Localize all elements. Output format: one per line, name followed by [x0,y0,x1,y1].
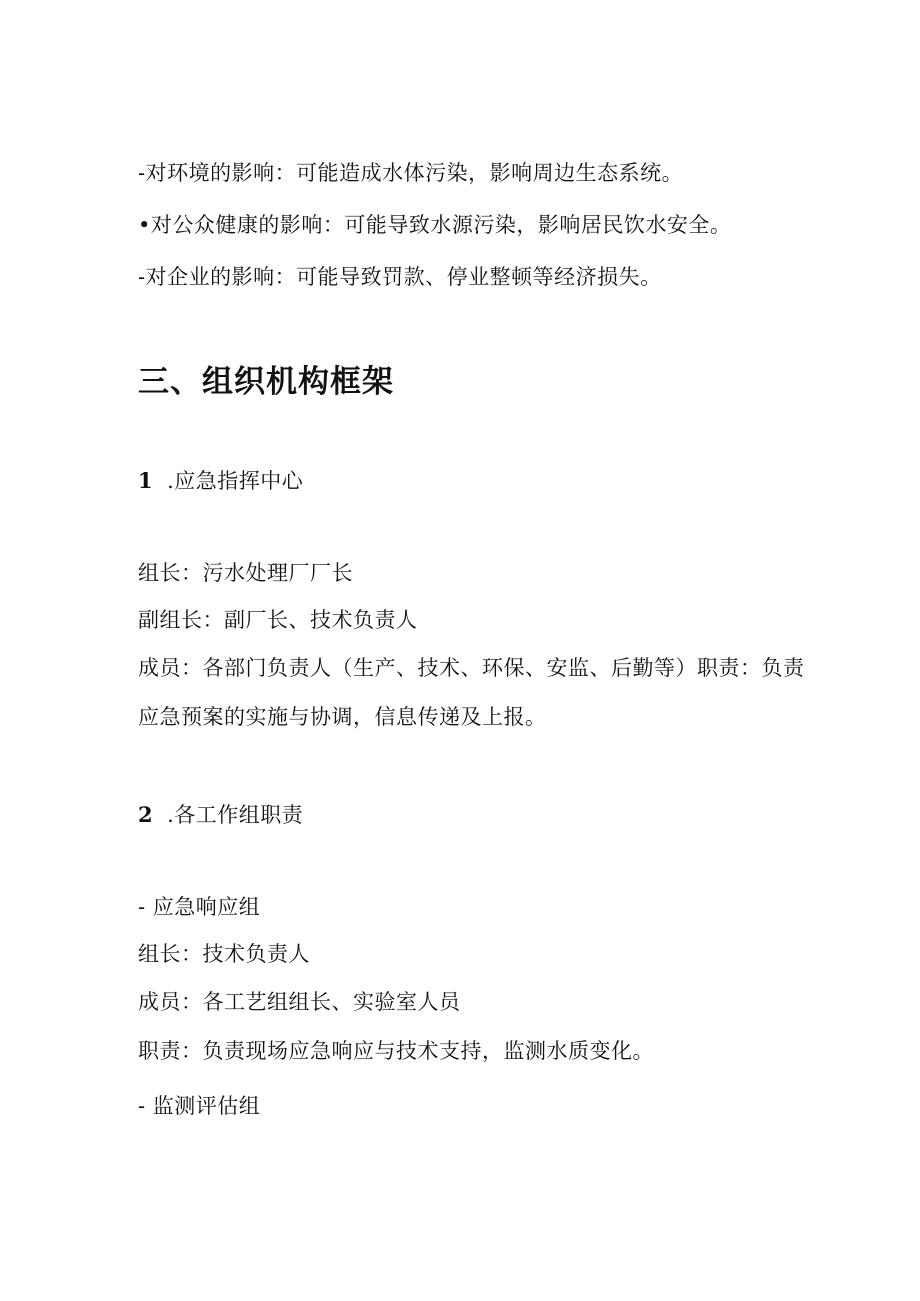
emergency-response-leader: 组长：技术负责人 [138,942,310,966]
command-center-title: .应急指挥中心 [167,469,304,493]
emergency-response-members: 成员：各工艺组组长、实验室人员 [138,990,461,1014]
working-groups-title: .各工作组职责 [167,803,304,827]
emergency-response-duties: 职责：负责现场应急响应与技术支持，监测水质变化。 [138,1039,654,1063]
command-center-leader: 组长：污水处理厂厂长 [138,561,353,585]
command-center-duties: 应急预案的实施与协调，信息传递及上报。 [138,705,547,729]
working-groups-number: 2 [138,802,154,827]
section-title: 三、组织机构框架 [138,364,394,400]
monitoring-group-name: - 监测评估组 [138,1094,261,1118]
working-groups-heading [138,800,303,830]
command-center-deputy: 副组长：副厂长、技术负责人 [138,608,418,632]
command-center-members: 成员：各部门负责人（生产、技术、环保、安监、后勤等）职责：负责 [138,656,805,680]
command-center-heading [138,466,303,496]
impact-environment: -对环境的影响：可能造成水体污染，影响周边生态系统。 [138,161,684,185]
impact-enterprise: -对企业的影响：可能导致罚款、停业整顿等经济损失。 [138,265,662,289]
impact-public-health: •对公众健康的影响：可能导致水源污染，影响居民饮水安全。 [138,213,732,237]
emergency-response-group-name: - 应急响应组 [138,895,261,919]
command-center-number: 1 [138,468,154,493]
